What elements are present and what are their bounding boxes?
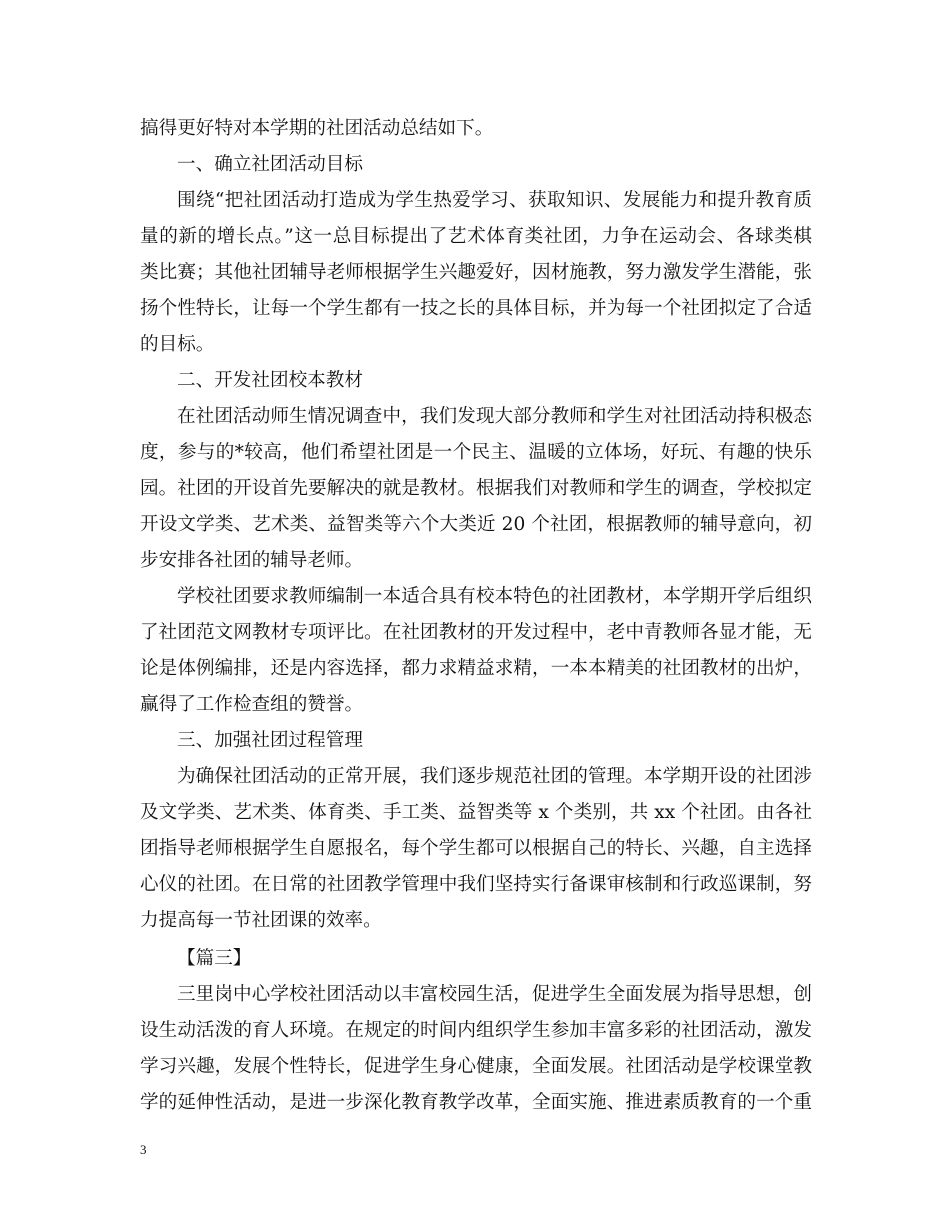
text-line: 量的新的增长点。”这一总目标提出了艺术体育类社团，力争在运动会、各球类棋: [140, 226, 812, 247]
text-line: 及文学类、艺术类、体育类、手工类、益智类等 x 个类别，共 xx 个社团。由各社: [140, 802, 812, 823]
text-line: 步安排各社团的辅导老师。: [140, 550, 364, 571]
text-line: 三、加强社团过程管理: [177, 730, 363, 751]
text-line: 的目标。: [140, 334, 215, 355]
text-line: 设生动活泼的育人环境。在规定的时间内组织学生参加丰富多彩的社团活动，激发: [140, 1020, 812, 1041]
text-line: 围绕“把社团活动打造成为学生热爱学习、获取知识、发展能力和提升教育质: [177, 190, 812, 211]
text-line: 团指导老师根据学生自愿报名，每个学生都可以根据自己的特长、兴趣，自主选择: [140, 838, 812, 859]
text-line: 一、确立社团活动目标: [177, 154, 363, 175]
page-number: 3: [140, 1142, 147, 1157]
text-line: 学的延伸性活动，是进一步深化教育教学改革，全面实施、推进素质教育的一个重: [140, 1092, 812, 1113]
text-line: 度，参与的*较高，他们希望社团是一个民主、温暖的立体场，好玩、有趣的快乐: [140, 442, 812, 463]
body-text: [140, 111, 812, 1121]
text-line: 搞得更好特对本学期的社团活动总结如下。: [140, 118, 494, 139]
text-line: 开设文学类、艺术类、益智类等六个大类近 20 个社团，根据教师的辅导意向，初: [140, 514, 812, 535]
text-line: 二、开发社团校本教材: [177, 370, 363, 391]
text-line: 力提高每一节社团课的效率。: [140, 910, 382, 931]
text-line: 三里岗中心学校社团活动以丰富校园生活，促进学生全面发展为指导思想，创: [177, 984, 812, 1005]
section-heading: 【篇三】: [177, 948, 252, 969]
text-line: 心仪的社团。在日常的社团教学管理中我们坚持实行备课审核制和行政巡课制，努: [140, 874, 812, 895]
text-line: 在社团活动师生情况调查中，我们发现大部分教师和学生对社团活动持积极态: [177, 406, 812, 427]
text-line: 为确保社团活动的正常开展，我们逐步规范社团的管理。本学期开设的社团涉: [177, 766, 812, 787]
text-line: 扬个性特长，让每一个学生都有一技之长的具体目标，并为每一个社团拟定了合适: [140, 298, 812, 319]
text-line: 赢得了工作检查组的赞誉。: [140, 694, 364, 715]
text-line: 了社团范文网教材专项评比。在社团教材的开发过程中，老中青教师各显才能，无: [140, 622, 812, 643]
text-line: 论是体例编排，还是内容选择，都力求精益求精，一本本精美的社团教材的出炉，: [140, 658, 812, 679]
text-line: 园。社团的开设首先要解决的就是教材。根据我们对教师和学生的调查，学校拟定: [140, 478, 812, 499]
text-line: 类比赛；其他社团辅导老师根据学生兴趣爱好，因材施教，努力激发学生潜能，张: [140, 262, 812, 283]
text-line: 学校社团要求教师编制一本适合具有校本特色的社团教材，本学期开学后组织: [177, 586, 812, 607]
text-line: 学习兴趣，发展个性特长，促进学生身心健康，全面发展。社团活动是学校课堂教: [140, 1056, 812, 1077]
